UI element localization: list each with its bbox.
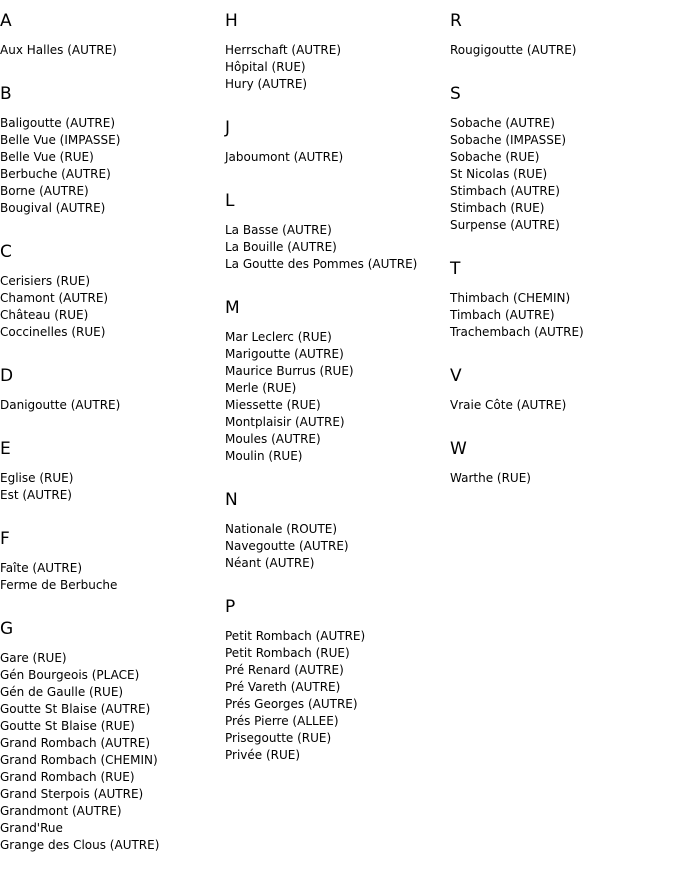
street-link[interactable]: Bougival (AUTRE): [0, 201, 106, 215]
street-link[interactable]: Gén Bourgeois (PLACE): [0, 668, 140, 682]
street-index-column-3: [450, 8, 675, 509]
street-link[interactable]: Prisegoutte (RUE): [225, 731, 332, 745]
street-link[interactable]: Goutte St Blaise (RUE): [0, 719, 135, 733]
street-link[interactable]: Coccinelles (RUE): [0, 325, 106, 339]
street-index-column-1: [0, 8, 225, 876]
street-index-column-2: [225, 8, 450, 786]
letter-group-l: [225, 188, 450, 273]
letter-group-m: [225, 295, 450, 465]
street-link[interactable]: Chamont (AUTRE): [0, 291, 109, 305]
street-link[interactable]: Pré Vareth (AUTRE): [225, 680, 341, 694]
street-link[interactable]: La Basse (AUTRE): [225, 223, 332, 237]
street-link[interactable]: Petit Rombach (AUTRE): [225, 629, 366, 643]
letter-group-e: [0, 436, 225, 504]
street-link[interactable]: Belle Vue (IMPASSE): [0, 133, 121, 147]
street-link[interactable]: Eglise (RUE): [0, 471, 74, 485]
street-link[interactable]: Grand Rombach (RUE): [0, 770, 135, 784]
street-link[interactable]: Grandmont (AUTRE): [0, 804, 122, 818]
street-link[interactable]: Grand Sterpois (AUTRE): [0, 787, 144, 801]
street-link[interactable]: Vraie Côte (AUTRE): [450, 398, 567, 412]
street-link[interactable]: Trachembach (AUTRE): [450, 325, 584, 339]
street-link[interactable]: Ferme de Berbuche: [0, 578, 118, 592]
street-link[interactable]: Sobache (IMPASSE): [450, 133, 567, 147]
letter-heading: J: [225, 118, 231, 138]
street-link[interactable]: La Bouille (AUTRE): [225, 240, 337, 254]
letter-group-t: [450, 256, 675, 341]
street-link[interactable]: Néant (AUTRE): [225, 556, 315, 570]
street-link[interactable]: Surpense (AUTRE): [450, 218, 560, 232]
letter-heading: N: [225, 490, 238, 510]
street-link[interactable]: Prés Pierre (ALLEE): [225, 714, 339, 728]
street-link[interactable]: Maurice Burrus (RUE): [225, 364, 354, 378]
letter-heading: M: [225, 298, 240, 318]
letter-group-s: [450, 81, 675, 234]
street-link[interactable]: Marigoutte (AUTRE): [225, 347, 344, 361]
street-link[interactable]: Baligoutte (AUTRE): [0, 116, 116, 130]
street-link[interactable]: Moulin (RUE): [225, 449, 303, 463]
letter-group-d: [0, 363, 225, 414]
street-link[interactable]: Est (AUTRE): [0, 488, 72, 502]
street-link[interactable]: Grand Rombach (CHEMIN): [0, 753, 158, 767]
street-link[interactable]: Cerisiers (RUE): [0, 274, 91, 288]
street-link[interactable]: Grand'Rue: [0, 821, 63, 835]
street-link[interactable]: Grand Rombach (AUTRE): [0, 736, 151, 750]
letter-group-r: [450, 8, 675, 59]
letter-group-p: [225, 594, 450, 764]
street-link[interactable]: Mar Leclerc (RUE): [225, 330, 332, 344]
street-link[interactable]: Pré Renard (AUTRE): [225, 663, 344, 677]
street-link[interactable]: Grange des Clous (AUTRE): [0, 838, 160, 852]
letter-group-f: [0, 526, 225, 594]
street-link[interactable]: Montplaisir (AUTRE): [225, 415, 345, 429]
street-link[interactable]: Warthe (RUE): [450, 471, 531, 485]
letter-heading: S: [450, 84, 461, 104]
street-link[interactable]: La Goutte des Pommes (AUTRE): [225, 257, 418, 271]
letter-group-b: [0, 81, 225, 217]
letter-group-j: [225, 115, 450, 166]
street-link[interactable]: Petit Rombach (RUE): [225, 646, 350, 660]
letter-heading: P: [225, 597, 236, 617]
street-link[interactable]: Belle Vue (RUE): [0, 150, 94, 164]
street-link[interactable]: Château (RUE): [0, 308, 89, 322]
letter-group-a: [0, 8, 225, 59]
letter-group-h: [225, 8, 450, 93]
street-link[interactable]: Rougigoutte (AUTRE): [450, 43, 577, 57]
letter-heading: T: [450, 259, 461, 279]
letter-heading: H: [225, 11, 238, 31]
letter-heading: F: [0, 529, 10, 549]
letter-heading: W: [450, 439, 467, 459]
letter-heading: C: [0, 242, 12, 262]
street-link[interactable]: Hôpital (RUE): [225, 60, 306, 74]
street-link[interactable]: Aux Halles (AUTRE): [0, 43, 117, 57]
letter-group-g: [0, 616, 225, 854]
street-link[interactable]: Thimbach (CHEMIN): [450, 291, 571, 305]
street-link[interactable]: Nationale (ROUTE): [225, 522, 338, 536]
letter-heading: B: [0, 84, 12, 104]
street-link[interactable]: Moules (AUTRE): [225, 432, 321, 446]
street-link[interactable]: Gén de Gaulle (RUE): [0, 685, 124, 699]
letter-group-n: [225, 487, 450, 572]
street-link[interactable]: Jaboumont (AUTRE): [225, 150, 344, 164]
letter-group-v: [450, 363, 675, 414]
street-link[interactable]: Sobache (RUE): [450, 150, 540, 164]
street-link[interactable]: Herrschaft (AUTRE): [225, 43, 342, 57]
street-link[interactable]: Gare (RUE): [0, 651, 67, 665]
street-link[interactable]: Merle (RUE): [225, 381, 297, 395]
street-link[interactable]: St Nicolas (RUE): [450, 167, 548, 181]
street-link[interactable]: Danigoutte (AUTRE): [0, 398, 121, 412]
street-link[interactable]: Sobache (AUTRE): [450, 116, 555, 130]
letter-group-w: [450, 436, 675, 487]
street-link[interactable]: Borne (AUTRE): [0, 184, 89, 198]
letter-heading: V: [450, 366, 462, 386]
street-link[interactable]: Prés Georges (AUTRE): [225, 697, 358, 711]
street-link[interactable]: Faîte (AUTRE): [0, 561, 82, 575]
letter-heading: D: [0, 366, 14, 386]
street-link[interactable]: Privée (RUE): [225, 748, 301, 762]
letter-heading: G: [0, 619, 14, 639]
street-link[interactable]: Timbach (AUTRE): [450, 308, 555, 322]
street-link[interactable]: Navegoutte (AUTRE): [225, 539, 349, 553]
street-link[interactable]: Goutte St Blaise (AUTRE): [0, 702, 151, 716]
street-link[interactable]: Stimbach (RUE): [450, 201, 545, 215]
street-link[interactable]: Stimbach (AUTRE): [450, 184, 560, 198]
street-link[interactable]: Berbuche (AUTRE): [0, 167, 111, 181]
street-link[interactable]: Miessette (RUE): [225, 398, 321, 412]
street-link[interactable]: Hury (AUTRE): [225, 77, 308, 91]
letter-group-c: [0, 239, 225, 341]
letter-heading: A: [0, 11, 12, 31]
letter-heading: E: [0, 439, 11, 459]
letter-heading: L: [225, 191, 235, 211]
letter-heading: R: [450, 11, 462, 31]
